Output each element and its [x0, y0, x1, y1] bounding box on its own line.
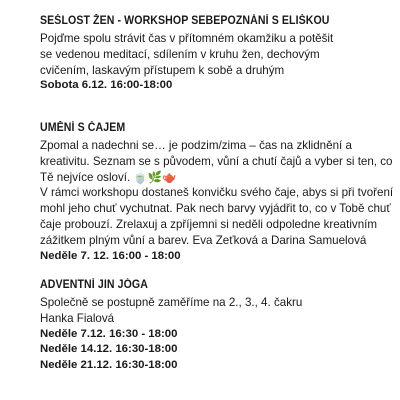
event-title: ADVENTNÍ JIN JÓGA [40, 279, 148, 291]
event-description-line: cvičením, laskavým přístupem k sobě a druhým [40, 63, 285, 77]
event-time: Sobota 6.12. 16:00-18:00 [40, 79, 173, 92]
event-women-gathering [40, 15, 355, 94]
event-description-line: Společně se postupně zaměříme na 2., 3., 4. čakru [40, 296, 303, 309]
event-tea-art [40, 122, 393, 264]
event-description-line: V rámci workshopu dostaneš konvičku svého čaje, abys si při tvoření [40, 186, 394, 200]
event-time: Neděle 21.12. 16:30-18:00 [40, 359, 178, 372]
event-description-line: mohl jeho chuť vychutnat. Pak nech barvy vyjádřit to, co v Tobě chuť [40, 202, 391, 216]
event-description-line: Tě nejvíce osloví. 🍵🌿🫖 [40, 170, 177, 184]
event-instructor: Hanka Fialová [40, 311, 115, 325]
event-description-line: kreativitu. Seznam se s původem, vůní a chutí čajů a vyber si ten, co [40, 154, 393, 168]
event-time: Neděle 7. 12. 16:00 - 18:00 [40, 249, 181, 262]
event-description-line: zážitkem plným vůní a barev. Eva Zeťková a Darina Samuelová [40, 233, 367, 247]
event-time: Neděle 7.12. 16:30 - 18:00 [40, 327, 178, 340]
event-title: UMĚNÍ S ČAJEM [40, 122, 126, 134]
event-description-line: čaje probouzí. Zrelaxuj a zpříjemni si neděli odpoledne kreativním [40, 217, 378, 231]
event-description-line: se vedenou meditací, sdílením v kruhu žen, dechovým [40, 47, 320, 61]
event-time: Neděle 14.12. 16:30-18:00 [40, 343, 178, 356]
event-title: SEŠLOST ŽEN - WORKSHOP SEBEPOZNÁNÍ S ELIŠKOU [40, 15, 330, 27]
event-description-line: Pojďme spolu strávit čas v přítomném okamžiku a potěšit [40, 32, 334, 45]
event-description-line: Zpomal a nadechni se… je podzim/zima – čas na zklidnění a [40, 139, 352, 152]
event-advent-yin-yoga [40, 279, 302, 374]
